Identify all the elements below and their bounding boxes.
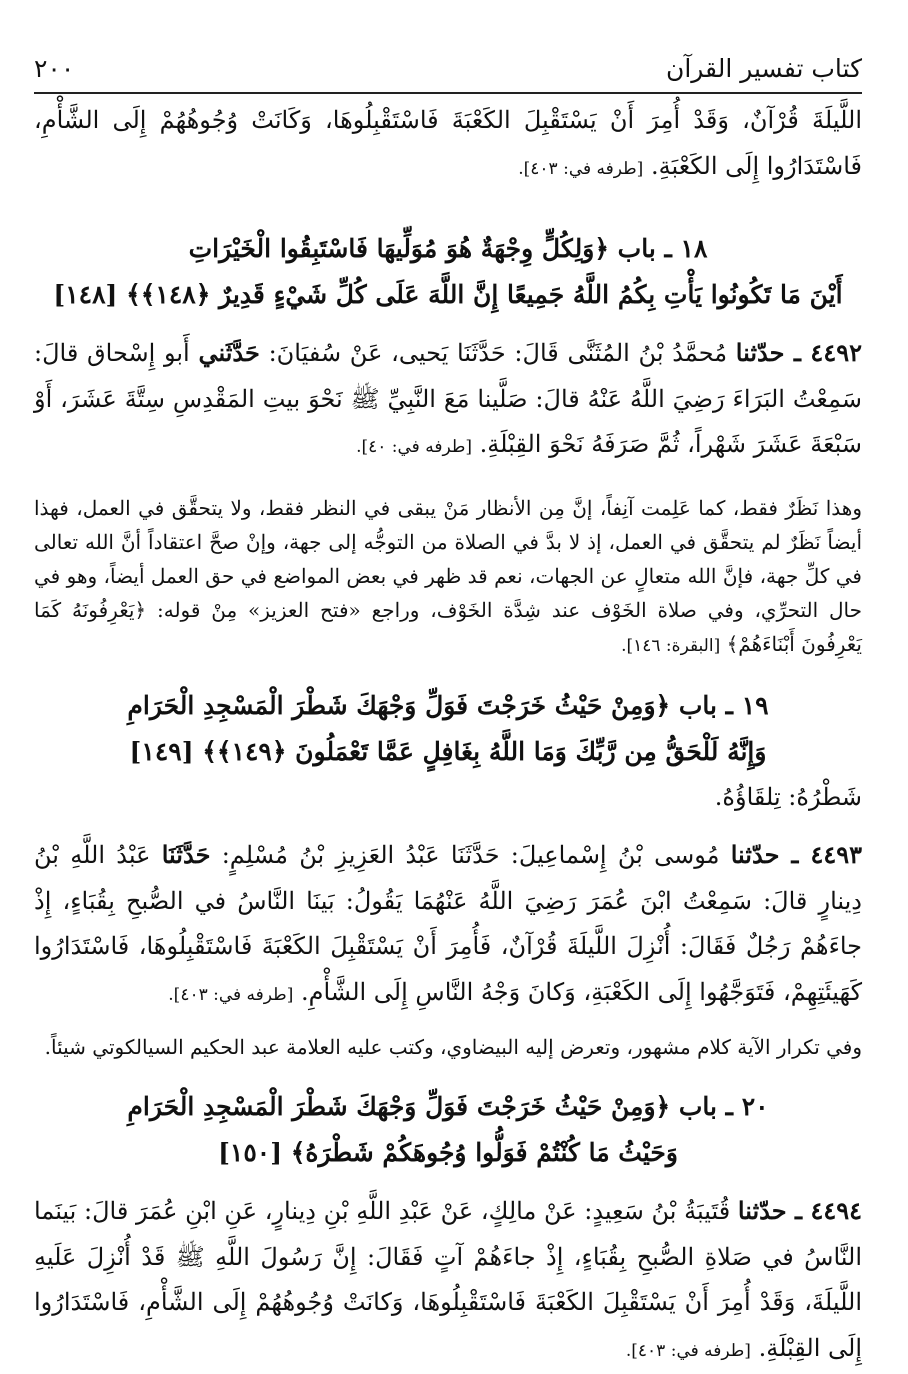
hadith-text: عَبْدُ اللَّهِ بْنُ دِينارٍ قالَ: سَمِعْتُ ابْنَ عُمَرَ رَضِيَ اللَّهُ عَنْهُمَا يَقُولُ: بَينَا النَّاسُ في الصُّبحِ بِقُبَاءٍ، إِذْ جاءَهُمْ رَجُلٌ فَقَالَ: أُنْزِلَ اللَّيلَةَ قُرْآنٌ، فَأُمِرَ أَنْ يَسْتَقْبِلَ الكَعْبَةَ فَاسْتَقْبِلُوهَا، فَاسْتَدَارُوا كَهَيئَتِهِمْ، فَتَوَجَّهُوا إِلَى الكَعْبَةِ، وَكانَ وَجْهُ النَّاسِ إِلَى الشَّأْمِ. (34, 841, 863, 1006)
chapter-heading-18 (34, 226, 862, 318)
commentary-1 (34, 491, 862, 663)
hadith-isnad: مُوسى بْنُ إِسْماعِيلَ: حَدَّثَنَا عَبْدُ العَزِيزِ بْنُ مُسْلِمٍ: (221, 841, 720, 869)
chapter-18-line-1: ١٨ ـ باب ﴿وَلِكُلٍّ وِجْهَةٌ هُوَ مُوَلِّيهَا فَاسْتَبِقُوا الْخَيْرَاتِ (188, 234, 708, 263)
commentary-text: وهذا نَظَرٌ فقط، كما عَلِمت آنِفاً، إنَّ مِن الأنظار مَنْ يبقى في النظر فقط، ولا يتحقَّق في العمل، فهذا أيضاً نَظَرٌ لم يتحقَّق في العمل، إذ لا بدَّ في الصلاة من التوجُّه إلى جهة، وإنْ صحَّ اعتقاداً أنَّ الله تعالى في كلِّ جهة، فإنَّ الله متعالٍ عن الجهات، نعم قد ظهر في بعض المواضع في حق العمل أيضاً، وهو في حال التحرِّي، وفي صلاة الخَوْف عند شِدَّة الخَوْف، وراجع «فتح العزيز» مِنْ قوله: ﴿يَعْرِفُونَهُ كَمَا يَعْرِفُونَ أَبْنَاءَهُمْ﴾ (34, 495, 862, 656)
hadith-4494 (34, 1188, 862, 1374)
hadith-text: أَبو إِسْحاق قالَ: سَمِعْتُ البَرَاءَ رَضِيَ اللَّهُ عَنْهُ قالَ: صَلَّينا مَعَ النَّبِيِّ ﷺ نَحْوَ بيتِ المَقْدِسِ سِتَّةَ عَشَرَ، أَوْ سَبْعَةَ عَشَرَ شَهْراً، ثُمَّ صَرَفَهُ نَحْوَ القِبْلَةِ. (34, 339, 862, 458)
chapter-20-line-1: ٢٠ ـ باب ﴿وَمِنْ حَيْثُ خَرَجْتَ فَوَلِّ وَجْهَكَ شَطْرَ الْمَسْجِدِ الْحَرَامِ (127, 1092, 769, 1121)
cross-reference: [طرفه في: ٤٠٣]. (625, 1340, 751, 1361)
hadith-number: ٤٤٩٣ ـ حدّثنا (730, 840, 862, 869)
hadith-text: قُتَيبَةُ بْنُ سَعِيدٍ: عَنْ مالِكٍ، عَنْ عَبْدِ اللَّهِ بْنِ دِينارٍ، عَنِ ابْنِ عُمَرَ قالَ: بَينَما النَّاسُ في صَلاةِ الصُّبحِ بِقُبَاءٍ، إِذْ جاءَهُمْ آتٍ فَقَالَ: إِنَّ رَسُولَ اللَّهِ ﷺ قَدْ أُنْزِلَ عَلَيهِ اللَّيلَةَ، وَقَدْ أُمِرَ أَنْ يَسْتَقْبِلَ الكَعْبَةَ فَاسْتَقْبِلُوهَا، وَكانَتْ وُجُوهُهُمْ إِلَى الشَّأْمِ، فَاسْتَدَارُوا إِلَى القِبْلَةِ. (34, 1197, 862, 1362)
page-header (34, 46, 862, 90)
cross-reference: [طرفه في: ٤٠٣]. (168, 984, 294, 1005)
hadith-number: ٤٤٩٢ ـ حدّثنا (735, 338, 862, 367)
word-explanation: شَطْرُهُ: تِلقَاؤُهُ. (714, 782, 862, 811)
cross-reference: [طرفه في: ٤٠]. (356, 437, 472, 457)
book-title: كتاب تفسير القرآن (665, 53, 862, 83)
hadith-narration-marker: حَدَّثَنَا (161, 840, 211, 869)
page-number: ٢٠٠ (34, 53, 75, 83)
continued-line-1: اللَّيلَةَ قُرْآنٌ، وَقَدْ أُمِرَ أَنْ يَسْتَقْبِلَ الكَعْبَةَ فَاسْتَقْبِلُوهَا، وَكَانَتْ وُجُوهُهُمْ إِلَى الشَّأْمِ، (34, 106, 862, 134)
chapter-18-line-2: أَيْنَ مَا تَكُونُوا يَأْتِ بِكُمُ اللَّهُ جَمِيعًا إِنَّ اللَّهَ عَلَى كُلِّ شَيْءٍ قَدِيرٌ ﴿١٤٨﴾﴾ [١٤٨] (53, 280, 843, 309)
chapter-20-line-2: وَحَيْثُ مَا كُنْتُمْ فَوَلُّوا وُجُوهَكُمْ شَطْرَهُ﴾ [١٥٠] (218, 1138, 678, 1167)
hadith-number: ٤٤٩٤ ـ حدّثنا (737, 1196, 862, 1225)
page-body (34, 98, 862, 1374)
chapter-heading-19 (34, 683, 862, 775)
cross-reference: [طرفه في: ٤٠٣]. (518, 158, 644, 179)
commentary-2: وفي تكرار الآية كلام مشهور، وتعرض إليه البيضاوي، وكتب عليه العلامة عبد الحكيم السيالكوتي شيئاً. (44, 1035, 862, 1059)
continued-hadith-text (34, 98, 862, 192)
hadith-narration-marker: حَدَّثَني (198, 338, 260, 367)
header-rule (34, 92, 862, 94)
chapter-19-line-1: ١٩ ـ باب ﴿وَمِنْ حَيْثُ خَرَجْتَ فَوَلِّ وَجْهَكَ شَطْرَ الْمَسْجِدِ الْحَرَامِ (127, 690, 769, 720)
chapter-19-line-2: وَإِنَّهُ لَلْحَقُّ مِن رَّبِّكَ وَمَا اللَّهُ بِغَافِلٍ عَمَّا تَعْمَلُونَ ﴿١٤٩﴾﴾ [١٤٩] (129, 736, 767, 766)
continued-line-2: فَاسْتَدَارُوا إِلَى الكَعْبَةِ. (650, 151, 862, 180)
hadith-4493 (34, 832, 862, 1018)
chapter-heading-20 (34, 1084, 862, 1176)
hadith-isnad: مُحمَّدُ بْنُ المُثَنَّى قَالَ: حَدَّثَنَا يَحيى، عَنْ سُفيَانَ: (268, 339, 728, 367)
hadith-4492 (34, 330, 862, 471)
quran-reference: [البقرة: ١٤٦]. (621, 635, 721, 656)
